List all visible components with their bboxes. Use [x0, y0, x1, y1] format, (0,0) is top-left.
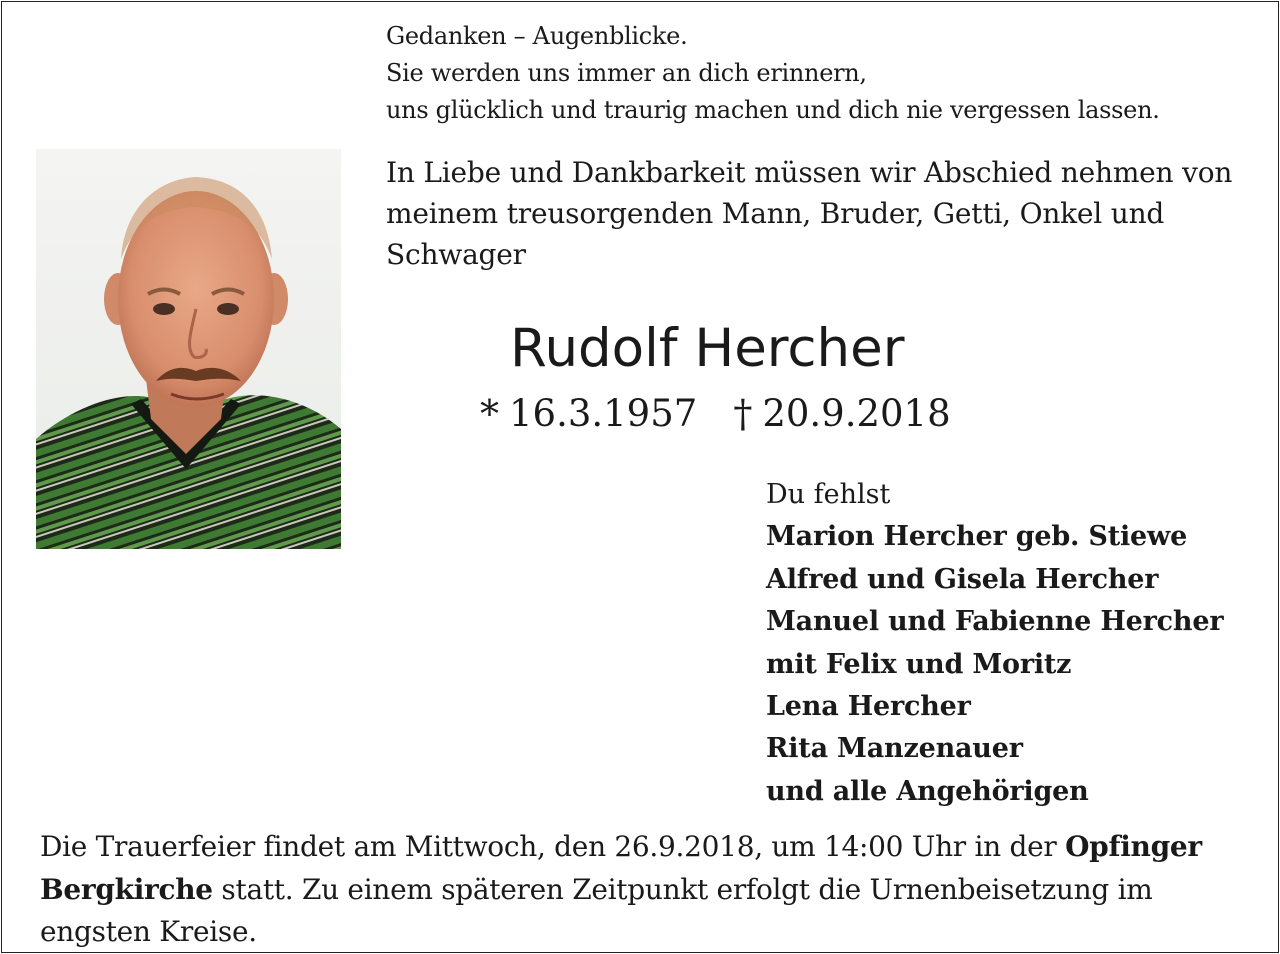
mourner-name: und alle Angehörigen: [766, 775, 1089, 807]
mourner-name: Marion Hercher geb. Stiewe: [766, 521, 1188, 553]
intro-line: Schwager: [386, 238, 526, 271]
service-text-part1: Die Trauerfeier findet am Mittwoch, den 26.9.2018, um 14:00 Uhr in der: [40, 830, 1066, 863]
mourner-name: Lena Hercher: [766, 691, 971, 723]
mourners-list: [766, 474, 1266, 813]
obituary-notice: [1, 1, 1279, 953]
church-name-part2: Bergkirche: [40, 872, 213, 906]
intro-text: [386, 152, 1246, 275]
poem-text: [386, 18, 1266, 129]
poem-line: Sie werden uns immer an dich erinnern,: [386, 59, 867, 87]
mourners-lead: Du fehlst: [766, 479, 891, 510]
intro-line: In Liebe und Dankbarkeit müssen wir Abschied nehmen von: [386, 156, 1233, 189]
church-name-part1: Opfinger: [1065, 830, 1202, 863]
birth-date: 16.3.1957: [509, 392, 698, 435]
poem-line: uns glücklich und traurig machen und dich nie vergessen lassen.: [386, 96, 1160, 124]
mourner-name: Manuel und Fabienne Hercher: [766, 606, 1224, 638]
mourner-name: Rita Manzenauer: [766, 733, 1023, 765]
service-text-part2: statt. Zu einem späteren Zeitpunkt erfolgt die Urnenbeisetzung im engsten Kreise.: [40, 872, 1153, 948]
portrait-photo: [36, 149, 341, 549]
mourner-name: mit Felix und Moritz: [766, 648, 1072, 680]
poem-line: Gedanken – Augenblicke.: [386, 22, 688, 50]
intro-line: meinem treusorgenden Mann, Bruder, Getti, Onkel und: [386, 197, 1165, 230]
deceased-name: Rudolf Hercher: [510, 318, 905, 379]
service-announcement: [40, 826, 1260, 954]
death-cross-icon: †: [733, 392, 753, 436]
mourner-name: Alfred und Gisela Hercher: [766, 563, 1159, 595]
birth-star-icon: *: [480, 392, 499, 436]
death-date: 20.9.2018: [762, 392, 951, 435]
life-dates: [480, 389, 951, 439]
